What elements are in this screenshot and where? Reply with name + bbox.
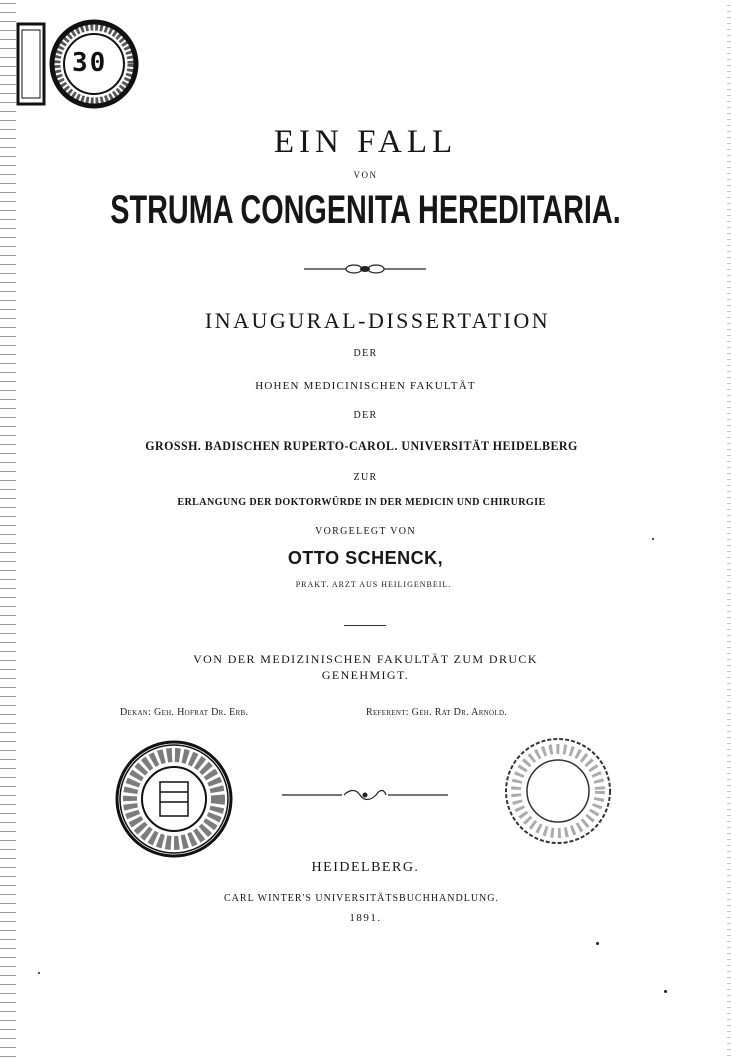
- ornament-divider-top: [302, 262, 428, 276]
- stamp-inventory-number: 30: [72, 48, 108, 78]
- author-name: OTTO SCHENCK,: [287, 548, 444, 568]
- text-der-1: DER: [353, 348, 378, 359]
- text-vorgelegt-von: VORGELEGT VON: [315, 526, 416, 537]
- library-stamp-bottom-right: [500, 736, 616, 846]
- dekan-credit: Dekan: Geh. Hofrat Dr. Erb.: [120, 707, 249, 718]
- author-description: PRAKT. ARZT AUS HEILIGENBEIL.: [295, 580, 452, 589]
- approval-line-1: VON DER MEDIZINISCHEN FAKULTÄT ZUM DRUCK: [193, 652, 538, 666]
- scan-speck: [38, 972, 40, 974]
- ornament-divider-bottom: [280, 788, 450, 802]
- title-line-ein-fall: EIN FALL: [273, 124, 458, 160]
- scan-speck: [596, 942, 599, 945]
- imprint-year: 1891.: [349, 912, 382, 924]
- scan-speck: [664, 990, 667, 993]
- referent-credit: Referent: Geh. Rat Dr. Arnold.: [366, 707, 508, 718]
- imprint-city: HEIDELBERG.: [311, 860, 420, 875]
- dissertation-heading: INAUGURAL-DISSERTATION: [204, 308, 551, 333]
- degree-purpose: ERLANGUNG DER DOKTORWÜRDE IN DER MEDICIN UND CHIRURGIE: [177, 496, 546, 508]
- scan-speck: [652, 538, 654, 540]
- imprint-publisher: CARL WINTER'S UNIVERSITÄTSBUCHHANDLUNG.: [224, 893, 499, 904]
- text-zur: ZUR: [353, 472, 378, 483]
- short-rule: [344, 625, 386, 626]
- main-title: STRUMA CONGENITA HEREDITARIA.: [110, 188, 621, 232]
- faculty-name: HOHEN MEDICINISCHEN FAKULTÄT: [255, 380, 476, 392]
- approval-line-2: GENEHMIGT.: [321, 668, 410, 682]
- library-stamp-bottom-left: [110, 738, 238, 860]
- university-name: GROSSH. BADISCHEN RUPERTO-CAROL. UNIVERSITÄT HEIDELBERG: [145, 438, 578, 453]
- title-von: VON: [353, 170, 378, 180]
- text-der-2: DER: [353, 410, 378, 421]
